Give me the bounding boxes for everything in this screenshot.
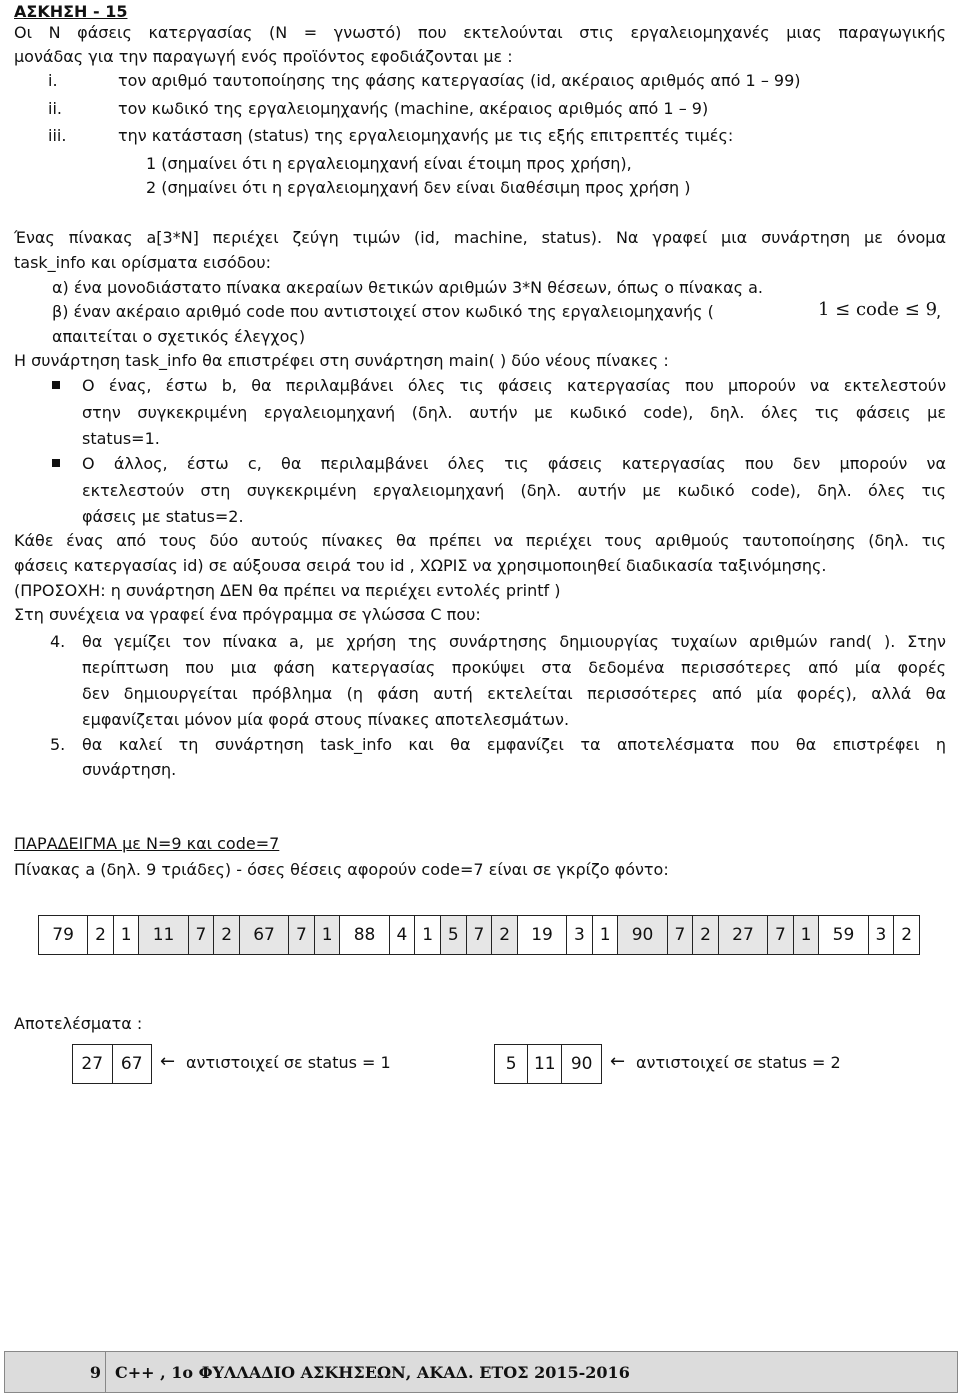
para1-line-2: task_info και ορίσματα εισόδου: [14, 253, 271, 272]
array-a-cell: 5 [440, 916, 466, 955]
array-a-cell: 1 [415, 916, 441, 955]
page-footer [4, 1351, 958, 1393]
status-value-2: 2 (σημαίνει ότι η εργαλειομηχανή δεν είναι διαθέσιμη προς χρήση ) [146, 178, 691, 197]
para2-line-4: Στη συνέχεια να γραφεί ένα πρόγραμμα σε γλώσσα C που: [14, 605, 481, 624]
array-a-cell: 4 [389, 916, 415, 955]
array-a-cell: 11 [139, 916, 188, 955]
array-a-cell: 67 [239, 916, 288, 955]
roman-text-2: τον κωδικό της εργαλειομηχανής (machine, ακέραιος αριθμός από 1 – 9) [118, 99, 709, 118]
array-a-cell: 2 [492, 916, 518, 955]
item4-line-1: θα γεμίζει τον πίνακα a, με χρήση της συνάρτησης δημιουργίας τυχαίων αριθμών rand( ). Στην [82, 632, 946, 651]
bullet2-line-1: Ο άλλος, έστω c, θα περιλαμβάνει όλες τις φάσεις κατεργασίας που δεν μπορούν να [82, 454, 946, 473]
roman-label-2: ii. [48, 99, 62, 118]
example-heading: ΠΑΡΑΔΕΙΓΜΑ με N=9 και code=7 [14, 834, 280, 853]
array-a-table [38, 915, 920, 955]
array-a-cell: 79 [39, 916, 88, 955]
array-a-cell: 59 [819, 916, 868, 955]
array-a-cell: 2 [214, 916, 240, 955]
arrow-left-icon: ← [610, 1051, 626, 1072]
array-a-cell: 90 [618, 916, 667, 955]
bullet2-line-2: εκτελεστούν στη συγκεκριμένη εργαλειομηχανή (δηλ. αυτήν με κωδικό code), δηλ. όλες τις [82, 481, 946, 500]
bullet2-line-3: φάσεις με status=2. [82, 507, 244, 526]
array-a-row [39, 916, 920, 955]
result-c-cell: 11 [528, 1045, 562, 1084]
para2-line-2: φάσεις κατεργασίας id) σε αύξουσα σειρά του id , ΧΩΡΙΣ να χρησιμοποιηθεί διαδικασία ταξινόμησης. [14, 556, 827, 575]
intro-line-1: Οι N φάσεις κατεργασίας (N = γνωστό) που εκτελούνται στις εργαλειομηχανές μιας παραγωγικής [14, 23, 946, 42]
roman-text-3: την κατάσταση (status) της εργαλειομηχανής με τις εξής επιτρεπτές τιμές: [118, 126, 734, 145]
array-a-cell: 1 [793, 916, 819, 955]
footer-divider [105, 1352, 106, 1392]
returns-line: Η συνάρτηση task_info θα επιστρέφει στη συνάρτηση main( ) δύο νέους πίνακες : [14, 351, 669, 370]
bullet1-line-2: στην συγκεκριμένη εργαλειομηχανή (δηλ. αυτήν με κωδικό code), δηλ. όλες τις φάσεις με [82, 403, 946, 422]
roman-text-1: τον αριθμό ταυτοποίησης της φάσης κατεργασίας (id, ακέραιος αριθμός από 1 – 99) [118, 71, 801, 90]
array-a-cell: 1 [314, 916, 340, 955]
roman-label-3: iii. [48, 126, 67, 145]
array-a-cell: 7 [667, 916, 693, 955]
numbered-label-5: 5. [50, 735, 66, 754]
result-b-table [72, 1044, 152, 1084]
array-a-cell: 7 [188, 916, 214, 955]
code-constraint: 1 ≤ code ≤ 9 [818, 299, 938, 320]
array-a-cell: 7 [768, 916, 794, 955]
example-caption: Πίνακας a (δηλ. 9 τριάδες) - όσες θέσεις αφορούν code=7 είναι σε γκρίζο φόντο: [14, 860, 669, 879]
arg-a: α) ένα μονοδιάστατο πίνακα ακεραίων θετικών αριθμών 3*N θέσεων, όπως ο πίνακας a. [52, 278, 763, 297]
arrow-left-icon: ← [160, 1051, 176, 1072]
footer-title: C++ , 1ο ΦΥΛΛΑΔΙΟ ΑΣΚΗΣΕΩΝ, ΑΚΑΔ. ΕΤΟΣ 2015-2016 [115, 1362, 630, 1382]
array-a-cell: 3 [567, 916, 593, 955]
result-c-note: αντιστοιχεί σε status = 2 [636, 1053, 841, 1072]
result-c-row [495, 1045, 602, 1084]
result-b-note: αντιστοιχεί σε status = 1 [186, 1053, 391, 1072]
item4-line-2: περίπτωση που μια φάση κατεργασίας προκύψει στα δεδομένα περισσότερες από μία φορές [82, 658, 946, 677]
bullet-marker-2 [52, 459, 60, 467]
bullet1-line-1: Ο ένας, έστω b, θα περιλαμβάνει όλες τις φάσεις κατεργασίας που μπορούν να εκτελεστούν [82, 376, 946, 395]
results-label: Αποτελέσματα : [14, 1014, 143, 1033]
result-b-cell: 67 [112, 1045, 152, 1084]
exercise-title: ΑΣΚΗΣΗ - 15 [14, 2, 128, 21]
array-a-cell: 88 [340, 916, 389, 955]
array-a-cell: 2 [894, 916, 920, 955]
arg-b-cont: απαιτείται ο σχετικός έλεγχος) [52, 327, 306, 346]
bullet1-line-3: status=1. [82, 429, 160, 448]
result-c-table [494, 1044, 602, 1084]
array-a-cell: 1 [592, 916, 618, 955]
status-value-1: 1 (σημαίνει ότι η εργαλειομηχανή είναι έτοιμη προς χρήση), [146, 154, 632, 173]
item4-line-3: δεν δημιουργείται πρόβλημα (η φάση αυτή εκτελείται περισσότερες από μία φορές), αλλά θα [82, 684, 946, 703]
page-number: 9 [89, 1362, 101, 1382]
array-a-cell: 2 [88, 916, 114, 955]
result-c-cell: 5 [495, 1045, 528, 1084]
array-a-cell: 19 [517, 916, 566, 955]
numbered-label-4: 4. [50, 632, 66, 651]
roman-label-1: i. [48, 71, 58, 90]
array-a-cell: 1 [113, 916, 139, 955]
para2-line-3: (ΠΡΟΣΟΧΗ: η συνάρτηση ΔΕΝ θα πρέπει να περιέχει εντολές printf ) [14, 581, 561, 600]
array-a-cell: 7 [289, 916, 315, 955]
item5-line-1: θα καλεί τη συνάρτηση task_info και θα εμφανίζει τα αποτελέσματα που θα επιστρέφει η [82, 735, 946, 754]
array-a-cell: 2 [693, 916, 719, 955]
array-a-cell: 7 [466, 916, 492, 955]
para1-line-1: Ένας πίνακας a[3*N] περιέχει ζεύγη τιμών (id, machine, status). Να γραφεί μια συνάρτηση με όνομα [14, 228, 946, 247]
arg-b: β) έναν ακέραιο αριθμό code που αντιστοιχεί στον κωδικό της εργαλειομηχανής ( [52, 302, 714, 321]
item5-line-2: συνάρτηση. [82, 760, 177, 779]
constraint-comma: , [936, 302, 942, 321]
result-b-row [73, 1045, 152, 1084]
bullet-marker-1 [52, 381, 60, 389]
para2-line-1: Κάθε ένας από τους δύο αυτούς πίνακες θα πρέπει να περιέχει τους αριθμούς ταυτοποίησης (δηλ. τις [14, 531, 946, 550]
array-a-cell: 27 [718, 916, 767, 955]
result-b-cell: 27 [73, 1045, 113, 1084]
result-c-cell: 90 [562, 1045, 602, 1084]
array-a-cell: 3 [868, 916, 894, 955]
intro-line-2: μονάδας για την παραγωγή ενός προϊόντος εφοδιάζονται με : [14, 47, 513, 66]
item4-line-4: εμφανίζεται μόνον μία φορά στους πίνακες αποτελεσμάτων. [82, 710, 570, 729]
